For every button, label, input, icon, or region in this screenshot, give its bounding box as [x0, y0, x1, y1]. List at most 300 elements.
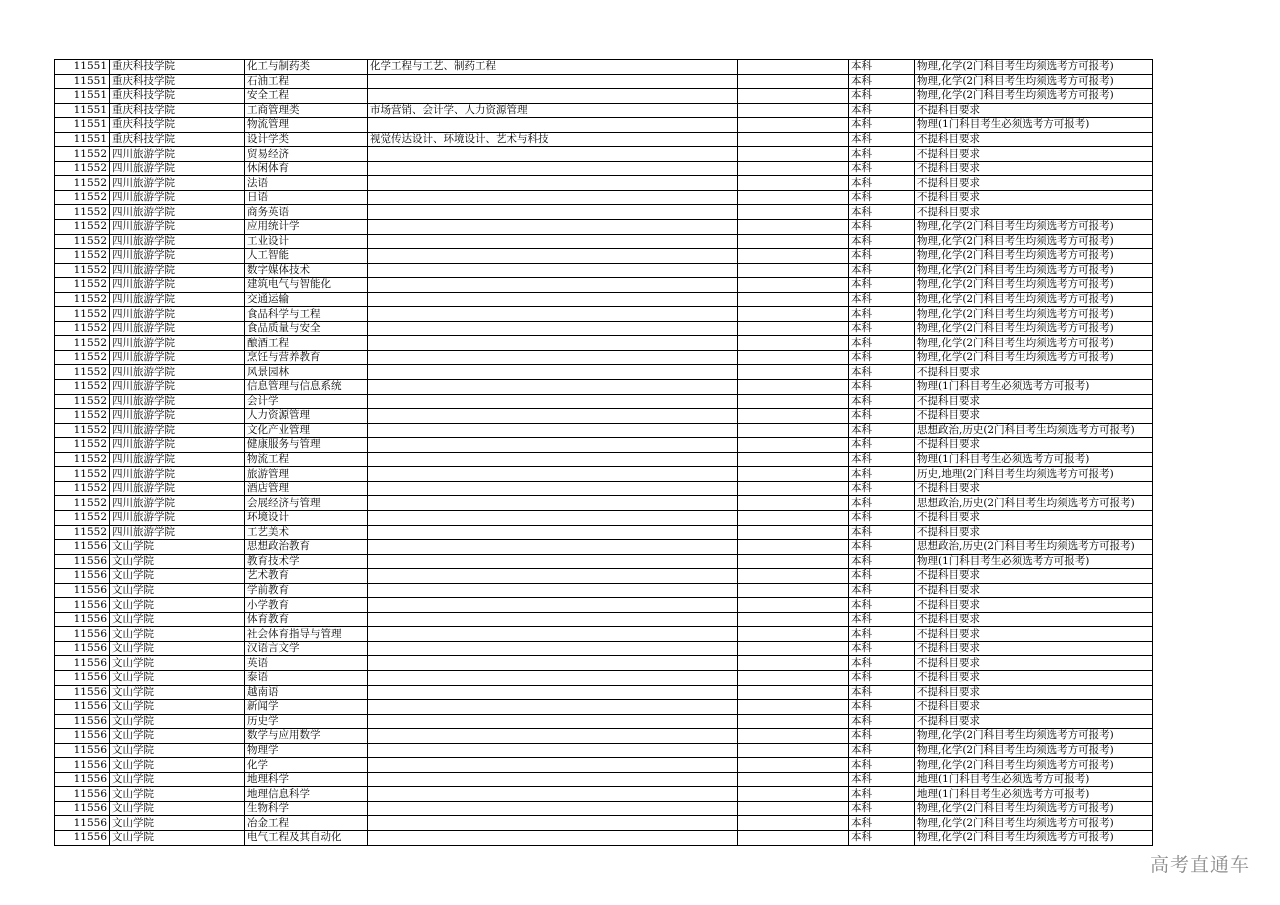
blank-cell	[738, 278, 849, 293]
school-code-cell: 11556	[55, 670, 110, 685]
school-code-cell: 11556	[55, 801, 110, 816]
school-code-cell: 11552	[55, 307, 110, 322]
blank-cell	[738, 74, 849, 89]
direction-cell	[368, 496, 738, 511]
direction-cell	[368, 743, 738, 758]
direction-cell	[368, 700, 738, 715]
level-cell: 本科	[849, 423, 915, 438]
school-code-cell: 11556	[55, 569, 110, 584]
major-cell: 建筑电气与智能化	[245, 278, 368, 293]
subject-requirement-cell: 物理,化学(2门科目考生均须选考方可报考)	[915, 816, 1153, 831]
major-cell: 地理科学	[245, 772, 368, 787]
subject-requirement-cell: 物理(1门科目考生必须选考方可报考)	[915, 118, 1153, 133]
major-cell: 安全工程	[245, 89, 368, 104]
school-code-cell: 11552	[55, 234, 110, 249]
school-code-cell: 11552	[55, 510, 110, 525]
school-name-cell: 重庆科技学院	[110, 60, 245, 75]
school-code-cell: 11556	[55, 787, 110, 802]
major-cell: 思想政治教育	[245, 540, 368, 555]
major-cell: 化工与制药类	[245, 60, 368, 75]
direction-cell	[368, 292, 738, 307]
blank-cell	[738, 554, 849, 569]
table-row	[55, 307, 1153, 322]
subject-requirement-cell: 物理,化学(2门科目考生均须选考方可报考)	[915, 336, 1153, 351]
direction-cell	[368, 249, 738, 264]
school-name-cell: 文山学院	[110, 540, 245, 555]
level-cell: 本科	[849, 540, 915, 555]
direction-cell	[368, 380, 738, 395]
major-cell: 学前教育	[245, 583, 368, 598]
major-cell: 电气工程及其自动化	[245, 830, 368, 845]
table-row	[55, 467, 1153, 482]
direction-cell	[368, 234, 738, 249]
blank-cell	[738, 147, 849, 162]
direction-cell	[368, 394, 738, 409]
level-cell: 本科	[849, 583, 915, 598]
school-name-cell: 四川旅游学院	[110, 365, 245, 380]
level-cell: 本科	[849, 263, 915, 278]
school-code-cell: 11552	[55, 496, 110, 511]
subject-requirement-cell: 不提科目要求	[915, 176, 1153, 191]
subject-requirement-cell: 物理,化学(2门科目考生均须选考方可报考)	[915, 350, 1153, 365]
subject-requirement-cell: 物理,化学(2门科目考生均须选考方可报考)	[915, 292, 1153, 307]
school-code-cell: 11556	[55, 700, 110, 715]
major-cell: 石油工程	[245, 74, 368, 89]
table-row	[55, 801, 1153, 816]
subject-requirement-cell: 不提科目要求	[915, 656, 1153, 671]
school-name-cell: 文山学院	[110, 801, 245, 816]
school-code-cell: 11551	[55, 74, 110, 89]
direction-cell	[368, 758, 738, 773]
table-row	[55, 510, 1153, 525]
major-cell: 体育教育	[245, 612, 368, 627]
school-name-cell: 文山学院	[110, 729, 245, 744]
school-code-cell: 11552	[55, 438, 110, 453]
blank-cell	[738, 583, 849, 598]
direction-cell	[368, 510, 738, 525]
blank-cell	[738, 205, 849, 220]
level-cell: 本科	[849, 205, 915, 220]
direction-cell	[368, 525, 738, 540]
level-cell: 本科	[849, 729, 915, 744]
subject-requirement-cell: 不提科目要求	[915, 583, 1153, 598]
level-cell: 本科	[849, 612, 915, 627]
school-code-cell: 11552	[55, 365, 110, 380]
level-cell: 本科	[849, 758, 915, 773]
table-row	[55, 380, 1153, 395]
school-code-cell: 11552	[55, 278, 110, 293]
school-name-cell: 重庆科技学院	[110, 89, 245, 104]
major-cell: 设计学类	[245, 132, 368, 147]
school-name-cell: 四川旅游学院	[110, 263, 245, 278]
blank-cell	[738, 161, 849, 176]
major-cell: 数学与应用数学	[245, 729, 368, 744]
level-cell: 本科	[849, 525, 915, 540]
school-code-cell: 11552	[55, 147, 110, 162]
blank-cell	[738, 743, 849, 758]
direction-cell	[368, 583, 738, 598]
major-cell: 工艺美术	[245, 525, 368, 540]
school-code-cell: 11556	[55, 612, 110, 627]
table-row	[55, 685, 1153, 700]
major-cell: 越南语	[245, 685, 368, 700]
school-name-cell: 四川旅游学院	[110, 409, 245, 424]
blank-cell	[738, 438, 849, 453]
table-row	[55, 583, 1153, 598]
subject-requirement-cell: 物理,化学(2门科目考生均须选考方可报考)	[915, 234, 1153, 249]
direction-cell	[368, 147, 738, 162]
watermark: 高考直通车	[1149, 854, 1250, 876]
blank-cell	[738, 685, 849, 700]
table-row	[55, 554, 1153, 569]
school-code-cell: 11556	[55, 685, 110, 700]
school-name-cell: 四川旅游学院	[110, 452, 245, 467]
subject-requirement-cell: 物理,化学(2门科目考生均须选考方可报考)	[915, 249, 1153, 264]
major-cell: 食品质量与安全	[245, 321, 368, 336]
level-cell: 本科	[849, 670, 915, 685]
major-cell: 旅游管理	[245, 467, 368, 482]
direction-cell: 视觉传达设计、环境设计、艺术与科技	[368, 132, 738, 147]
school-name-cell: 文山学院	[110, 787, 245, 802]
table-row	[55, 772, 1153, 787]
level-cell: 本科	[849, 787, 915, 802]
school-code-cell: 11552	[55, 249, 110, 264]
school-name-cell: 文山学院	[110, 569, 245, 584]
blank-cell	[738, 467, 849, 482]
school-code-cell: 11552	[55, 336, 110, 351]
table-row	[55, 452, 1153, 467]
blank-cell	[738, 496, 849, 511]
school-code-cell: 11552	[55, 394, 110, 409]
school-name-cell: 四川旅游学院	[110, 292, 245, 307]
school-code-cell: 11552	[55, 220, 110, 235]
level-cell: 本科	[849, 714, 915, 729]
school-code-cell: 11552	[55, 350, 110, 365]
table-row	[55, 758, 1153, 773]
school-code-cell: 11552	[55, 481, 110, 496]
direction-cell	[368, 670, 738, 685]
school-name-cell: 文山学院	[110, 598, 245, 613]
table-row	[55, 190, 1153, 205]
major-cell: 物流管理	[245, 118, 368, 133]
blank-cell	[738, 118, 849, 133]
subject-requirement-cell: 不提科目要求	[915, 438, 1153, 453]
level-cell: 本科	[849, 409, 915, 424]
blank-cell	[738, 569, 849, 584]
school-code-cell: 11556	[55, 830, 110, 845]
school-name-cell: 文山学院	[110, 830, 245, 845]
blank-cell	[738, 132, 849, 147]
school-name-cell: 四川旅游学院	[110, 394, 245, 409]
school-code-cell: 11556	[55, 554, 110, 569]
school-name-cell: 四川旅游学院	[110, 278, 245, 293]
major-cell: 汉语言文学	[245, 641, 368, 656]
blank-cell	[738, 365, 849, 380]
school-name-cell: 文山学院	[110, 612, 245, 627]
blank-cell	[738, 263, 849, 278]
major-cell: 化学	[245, 758, 368, 773]
school-code-cell: 11552	[55, 205, 110, 220]
school-code-cell: 11551	[55, 132, 110, 147]
level-cell: 本科	[849, 249, 915, 264]
subject-requirement-cell: 思想政治,历史(2门科目考生均须选考方可报考)	[915, 496, 1153, 511]
major-cell: 泰语	[245, 670, 368, 685]
school-name-cell: 文山学院	[110, 656, 245, 671]
table-row	[55, 787, 1153, 802]
school-code-cell: 11552	[55, 263, 110, 278]
school-name-cell: 四川旅游学院	[110, 467, 245, 482]
level-cell: 本科	[849, 685, 915, 700]
subject-requirement-cell: 不提科目要求	[915, 700, 1153, 715]
school-name-cell: 四川旅游学院	[110, 380, 245, 395]
direction-cell	[368, 307, 738, 322]
school-code-cell: 11551	[55, 118, 110, 133]
level-cell: 本科	[849, 380, 915, 395]
level-cell: 本科	[849, 365, 915, 380]
table-row	[55, 249, 1153, 264]
direction-cell	[368, 161, 738, 176]
level-cell: 本科	[849, 700, 915, 715]
school-name-cell: 四川旅游学院	[110, 510, 245, 525]
blank-cell	[738, 292, 849, 307]
blank-cell	[738, 350, 849, 365]
school-code-cell: 11552	[55, 525, 110, 540]
table-row	[55, 147, 1153, 162]
school-name-cell: 四川旅游学院	[110, 321, 245, 336]
direction-cell	[368, 321, 738, 336]
school-name-cell: 文山学院	[110, 714, 245, 729]
school-name-cell: 文山学院	[110, 816, 245, 831]
subject-requirement-cell: 不提科目要求	[915, 365, 1153, 380]
table-row	[55, 205, 1153, 220]
school-name-cell: 四川旅游学院	[110, 307, 245, 322]
major-cell: 冶金工程	[245, 816, 368, 831]
school-code-cell: 11556	[55, 714, 110, 729]
blank-cell	[738, 525, 849, 540]
direction-cell	[368, 263, 738, 278]
major-cell: 数字媒体技术	[245, 263, 368, 278]
table-row	[55, 743, 1153, 758]
subject-requirement-cell: 不提科目要求	[915, 132, 1153, 147]
school-code-cell: 11556	[55, 656, 110, 671]
subject-requirement-cell: 物理,化学(2门科目考生均须选考方可报考)	[915, 801, 1153, 816]
direction-cell	[368, 729, 738, 744]
level-cell: 本科	[849, 467, 915, 482]
school-code-cell: 11552	[55, 380, 110, 395]
direction-cell	[368, 190, 738, 205]
school-code-cell: 11556	[55, 816, 110, 831]
blank-cell	[738, 729, 849, 744]
major-cell: 酿酒工程	[245, 336, 368, 351]
major-cell: 商务英语	[245, 205, 368, 220]
table-row	[55, 278, 1153, 293]
blank-cell	[738, 758, 849, 773]
school-code-cell: 11552	[55, 176, 110, 191]
subject-requirement-cell: 物理,化学(2门科目考生均须选考方可报考)	[915, 321, 1153, 336]
direction-cell	[368, 467, 738, 482]
subject-requirement-cell: 思想政治,历史(2门科目考生均须选考方可报考)	[915, 423, 1153, 438]
major-cell: 工业设计	[245, 234, 368, 249]
blank-cell	[738, 540, 849, 555]
table-body	[55, 60, 1153, 846]
level-cell: 本科	[849, 220, 915, 235]
table-row	[55, 74, 1153, 89]
major-cell: 人工智能	[245, 249, 368, 264]
level-cell: 本科	[849, 481, 915, 496]
level-cell: 本科	[849, 89, 915, 104]
level-cell: 本科	[849, 307, 915, 322]
table-row	[55, 714, 1153, 729]
direction-cell	[368, 612, 738, 627]
subject-requirement-cell: 不提科目要求	[915, 481, 1153, 496]
subject-requirement-cell: 物理,化学(2门科目考生均须选考方可报考)	[915, 743, 1153, 758]
direction-cell	[368, 481, 738, 496]
major-cell: 工商管理类	[245, 103, 368, 118]
direction-cell	[368, 118, 738, 133]
subject-requirement-cell: 地理(1门科目考生必须选考方可报考)	[915, 787, 1153, 802]
blank-cell	[738, 380, 849, 395]
school-code-cell: 11552	[55, 190, 110, 205]
level-cell: 本科	[849, 772, 915, 787]
direction-cell	[368, 641, 738, 656]
school-name-cell: 四川旅游学院	[110, 481, 245, 496]
major-cell: 风景园林	[245, 365, 368, 380]
blank-cell	[738, 816, 849, 831]
blank-cell	[738, 103, 849, 118]
table-row	[55, 292, 1153, 307]
school-name-cell: 四川旅游学院	[110, 496, 245, 511]
table-row	[55, 612, 1153, 627]
table-row	[55, 132, 1153, 147]
major-cell: 教育技术学	[245, 554, 368, 569]
school-name-cell: 四川旅游学院	[110, 423, 245, 438]
school-code-cell: 11552	[55, 467, 110, 482]
subject-requirement-cell: 不提科目要求	[915, 641, 1153, 656]
school-code-cell: 11556	[55, 540, 110, 555]
level-cell: 本科	[849, 234, 915, 249]
table-row	[55, 220, 1153, 235]
school-name-cell: 重庆科技学院	[110, 74, 245, 89]
level-cell: 本科	[849, 394, 915, 409]
direction-cell	[368, 220, 738, 235]
subject-requirement-cell: 物理(1门科目考生必须选考方可报考)	[915, 554, 1153, 569]
table-row	[55, 438, 1153, 453]
major-cell: 会计学	[245, 394, 368, 409]
table-row	[55, 263, 1153, 278]
school-name-cell: 文山学院	[110, 758, 245, 773]
school-code-cell: 11556	[55, 743, 110, 758]
level-cell: 本科	[849, 350, 915, 365]
table-row	[55, 336, 1153, 351]
direction-cell	[368, 74, 738, 89]
school-name-cell: 四川旅游学院	[110, 147, 245, 162]
level-cell: 本科	[849, 74, 915, 89]
direction-cell	[368, 554, 738, 569]
school-code-cell: 11556	[55, 758, 110, 773]
subject-requirement-cell: 物理,化学(2门科目考生均须选考方可报考)	[915, 89, 1153, 104]
blank-cell	[738, 670, 849, 685]
school-code-cell: 11552	[55, 321, 110, 336]
table-row	[55, 670, 1153, 685]
direction-cell	[368, 409, 738, 424]
blank-cell	[738, 772, 849, 787]
subject-requirement-cell: 地理(1门科目考生必须选考方可报考)	[915, 772, 1153, 787]
school-name-cell: 重庆科技学院	[110, 132, 245, 147]
blank-cell	[738, 612, 849, 627]
level-cell: 本科	[849, 161, 915, 176]
level-cell: 本科	[849, 569, 915, 584]
major-cell: 酒店管理	[245, 481, 368, 496]
direction-cell: 化学工程与工艺、制药工程	[368, 60, 738, 75]
level-cell: 本科	[849, 641, 915, 656]
school-name-cell: 文山学院	[110, 772, 245, 787]
blank-cell	[738, 60, 849, 75]
subject-requirement-cell: 思想政治,历史(2门科目考生均须选考方可报考)	[915, 540, 1153, 555]
level-cell: 本科	[849, 743, 915, 758]
blank-cell	[738, 598, 849, 613]
blank-cell	[738, 321, 849, 336]
school-code-cell: 11556	[55, 729, 110, 744]
school-code-cell: 11556	[55, 641, 110, 656]
direction-cell	[368, 569, 738, 584]
subject-requirement-cell: 不提科目要求	[915, 147, 1153, 162]
major-cell: 健康服务与管理	[245, 438, 368, 453]
subject-requirement-cell: 不提科目要求	[915, 205, 1153, 220]
subject-requirement-cell: 不提科目要求	[915, 190, 1153, 205]
direction-cell	[368, 89, 738, 104]
blank-cell	[738, 656, 849, 671]
subject-requirement-cell: 物理,化学(2门科目考生均须选考方可报考)	[915, 278, 1153, 293]
table-row	[55, 481, 1153, 496]
major-cell: 法语	[245, 176, 368, 191]
table-row	[55, 89, 1153, 104]
level-cell: 本科	[849, 118, 915, 133]
major-cell: 交通运输	[245, 292, 368, 307]
table-row	[55, 816, 1153, 831]
school-code-cell: 11556	[55, 627, 110, 642]
school-name-cell: 文山学院	[110, 641, 245, 656]
subject-requirement-cell: 不提科目要求	[915, 510, 1153, 525]
blank-cell	[738, 409, 849, 424]
subject-requirement-cell: 不提科目要求	[915, 103, 1153, 118]
level-cell: 本科	[849, 656, 915, 671]
subject-requirement-cell: 物理,化学(2门科目考生均须选考方可报考)	[915, 220, 1153, 235]
school-name-cell: 四川旅游学院	[110, 220, 245, 235]
major-cell: 日语	[245, 190, 368, 205]
school-name-cell: 四川旅游学院	[110, 205, 245, 220]
direction-cell	[368, 772, 738, 787]
level-cell: 本科	[849, 598, 915, 613]
level-cell: 本科	[849, 60, 915, 75]
school-code-cell: 11556	[55, 598, 110, 613]
direction-cell: 市场营销、会计学、人力资源管理	[368, 103, 738, 118]
major-cell: 休闲体育	[245, 161, 368, 176]
subject-requirement-cell: 不提科目要求	[915, 598, 1153, 613]
subject-requirement-cell: 不提科目要求	[915, 612, 1153, 627]
subject-requirement-cell: 不提科目要求	[915, 685, 1153, 700]
major-cell: 英语	[245, 656, 368, 671]
school-name-cell: 四川旅游学院	[110, 438, 245, 453]
school-name-cell: 四川旅游学院	[110, 190, 245, 205]
school-name-cell: 文山学院	[110, 554, 245, 569]
blank-cell	[738, 641, 849, 656]
direction-cell	[368, 438, 738, 453]
level-cell: 本科	[849, 132, 915, 147]
blank-cell	[738, 423, 849, 438]
subject-requirement-cell: 不提科目要求	[915, 714, 1153, 729]
major-cell: 人力资源管理	[245, 409, 368, 424]
subject-requirement-cell: 物理(1门科目考生必须选考方可报考)	[915, 380, 1153, 395]
